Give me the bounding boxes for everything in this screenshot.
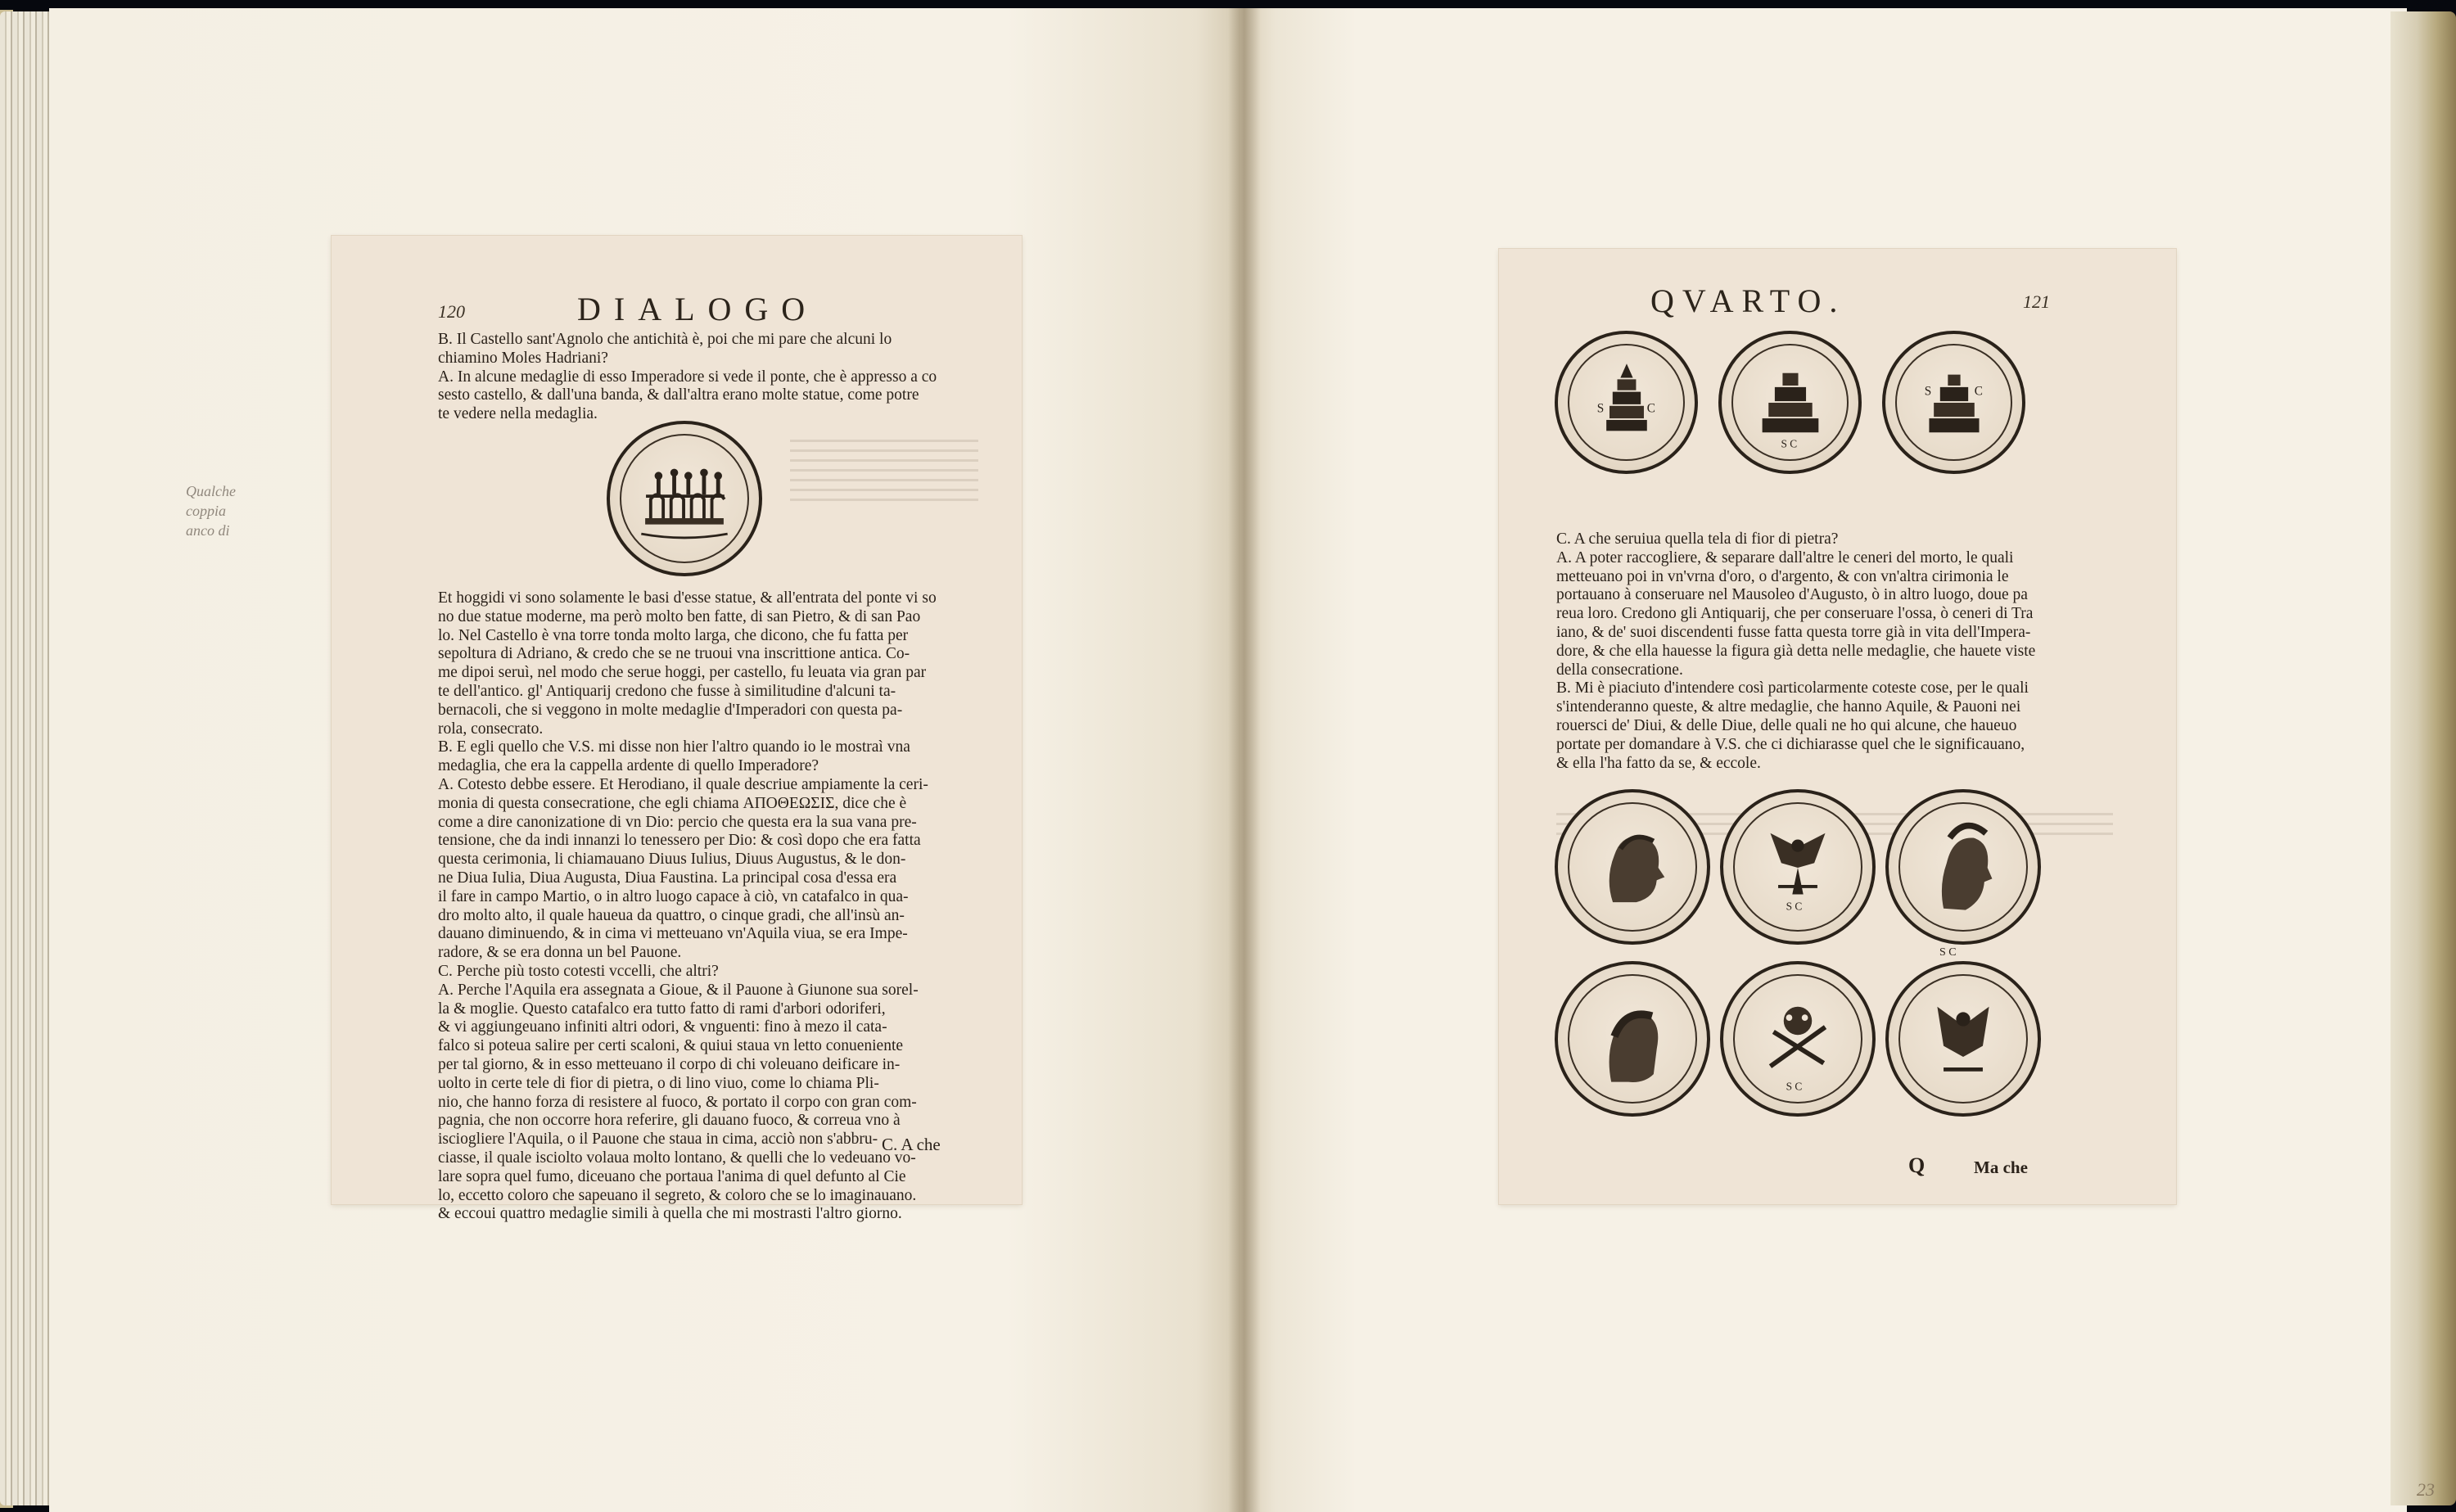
text-line: pagnia, che non occorre hora referire, gli dauano fuoco, & correua vno à — [438, 1112, 901, 1130]
diva-marciana-portrait-medal — [1885, 789, 2041, 945]
signature-mark: Q — [1908, 1153, 1926, 1177]
pyre-image — [1722, 334, 1858, 471]
left-text-top — [438, 331, 937, 424]
text-line: nio, che hanno forza di resistere al fuoco, & portato il corpo con gran com- — [438, 1093, 917, 1111]
sc-mark: S C — [1786, 900, 1803, 913]
text-line: A. Perche l'Aquila era assegnata a Gioue, & il Pauone à Giunone sua sorel- — [438, 981, 919, 999]
eagle-image — [1723, 792, 1872, 941]
annotation-line: Qualche — [186, 483, 236, 499]
text-line: isciogliere l'Aquila, o il Pauone che staua in cima, acciò non s'abbru- — [438, 1131, 878, 1149]
show-through-text — [790, 432, 978, 508]
text-line: & vi aggiungeuano infiniti altri odori, & vnguenti: fino à mezo il cata- — [438, 1018, 887, 1036]
text-line: dro molto alto, il quale haueua da quattro, o cinque gradi, che all'insù an- — [438, 906, 905, 924]
right-running-head: QVARTO. — [1650, 282, 1846, 319]
small-sc-label: S C — [1939, 946, 1957, 959]
sc-mark: C — [1974, 384, 1983, 399]
text-line: me dipoi seruì, nel modo che serue hoggi, per castello, fu leuata via gran par — [438, 664, 927, 682]
text-line: ciasse, il quale isciolto volaua molto lontano, & quelli che lo vedeuano vo- — [438, 1149, 916, 1167]
text-line: lo, eccetto coloro che sapeuano il segreto, & coloro che se lo imaginauano. — [438, 1186, 917, 1204]
text-line: reua loro. Credono gli Antiquarij, che per conseruare l'ossa, ò ceneri di Tra — [1556, 605, 2034, 623]
consecratio-peacock-medal — [1720, 961, 1876, 1117]
text-line: A. A poter raccogliere, & separare dall'altre le ceneri del morto, le quali — [1556, 548, 2014, 566]
text-line: lo. Nel Castello è vna torre tonda molto larga, che dicono, che fu fatta per — [438, 626, 909, 644]
text-line: sesto castello, & dall'una banda, & dall'altra erano molte statue, come potre — [438, 386, 919, 404]
text-line: s'intenderanno queste, & altre medaglie, che hanno Aquile, & Pauoni nei — [1556, 698, 2021, 716]
annotation-line: coppia — [186, 503, 226, 519]
text-line: rouersci de' Diui, & delle Diue, delle quali ne ho qui alcune, che haueuo — [1556, 716, 2017, 734]
divus-antoninus-medal — [1882, 331, 2025, 474]
text-line: dauano diminuendo, & in cima vi metteuano vn'Aquila viua, se era Impe- — [438, 925, 908, 943]
text-line: A. In alcune medaglie di esso Imperadore si vede il ponte, che è appresso a co — [438, 368, 937, 386]
text-line: te vedere nella medaglia. — [438, 405, 598, 423]
portrait-image — [1558, 792, 1707, 941]
annotation-line: anco di — [186, 522, 230, 539]
text-line: A. Cotesto debbe essere. Et Herodiano, il quale descriue ampiamente la ceri- — [438, 775, 928, 793]
text-line: ne Diua Iulia, Diua Augusta, Diua Faustina. La principal cosa d'essa era — [438, 869, 897, 887]
margin-annotation — [186, 481, 236, 540]
right-text — [1556, 530, 2035, 773]
consecratio-pyre-medal — [1555, 331, 1698, 474]
text-line: C. Perche più tosto cotesti vccelli, che altri? — [438, 962, 719, 980]
text-line: la & moglie. Questo catafalco era tutto fatto di rami d'arbori odoriferi, — [438, 1000, 886, 1018]
text-line: lare sopra quel fumo, diceuano che portaua l'anima di quel defunto al Cie — [438, 1167, 906, 1185]
text-line: no due statue moderne, ma però molto ben fatte, di san Pietro, & di san Pao — [438, 607, 921, 625]
text-line: chiamino Moles Hadriani? — [438, 349, 608, 367]
text-line: sepoltura di Adriano, & credo che se ne truoui vna inscrittione antica. Co- — [438, 645, 910, 663]
divus-antoninus-portrait-medal — [1555, 789, 1710, 945]
eagle-image — [1889, 964, 2038, 1113]
text-line: tensione, che da indi innanzi lo tenessero per Dio: & così dopo che era fatta — [438, 832, 921, 850]
right-page-edges — [2391, 11, 2456, 1505]
sc-mark: C — [1646, 401, 1655, 416]
consecratio-eagle-medal — [1720, 789, 1876, 945]
sc-mark: S C — [1781, 437, 1798, 450]
archive-page-number: 23 — [2417, 1479, 2435, 1500]
text-line: radore, & se era donna un bel Pauone. — [438, 944, 682, 962]
left-folio: 120 — [438, 301, 465, 322]
text-line: dore, & che ella hauesse la figura già detta nelle medaglie, che hauete viste — [1556, 642, 2036, 660]
sc-mark: S C — [1786, 1080, 1803, 1093]
text-line: B. Mi è piaciuto d'intendere così particolarmente coteste cose, per le quali — [1556, 679, 2029, 697]
divo-augusto-medal — [1718, 331, 1862, 474]
text-line: per tal giorno, & in esso metteuano il corpo di chi voleuano deificare in- — [438, 1055, 901, 1073]
pyre-image — [1885, 334, 2022, 471]
text-line: uolto in certe tele di fior di pietra, o di lino viuo, come lo chiama Pli- — [438, 1074, 879, 1092]
sc-mark: S — [1924, 384, 1932, 399]
gutter — [1228, 8, 1261, 1512]
left-text-main — [438, 589, 937, 1224]
text-line: medaglia, che era la cappella ardente di quello Imperadore? — [438, 757, 819, 775]
portrait-image — [1889, 792, 2038, 941]
right-plate — [1499, 249, 2176, 1204]
text-line: B. E egli quello che V.S. mi disse non hier l'altro quando io le mostraì vna — [438, 738, 910, 756]
text-line: rola, consecrato. — [438, 720, 544, 738]
text-line: il fare in campo Martio, o in altro luogo capace à ciò, vn catafalco in qua- — [438, 887, 909, 905]
peacock-image — [1723, 964, 1872, 1113]
text-line: & ella l'ha fatto da se, & eccole. — [1556, 754, 1761, 772]
text-line: della consecratione. — [1556, 661, 1683, 679]
bridge-medal — [607, 421, 762, 576]
consecratio-eagle-medal-2 — [1885, 961, 2041, 1117]
left-catchword: C. A che — [882, 1135, 941, 1154]
text-line: come a dire canonizatione di vn Dio: percio che questa era la sua vana pre- — [438, 813, 917, 831]
text-line: B. Il Castello sant'Agnolo che antichità è, poi che mi pare che alcuni lo — [438, 331, 892, 348]
text-line: & eccoui quattro medaglie simili à quella che mi mostrasti l'altro giorno. — [438, 1205, 902, 1223]
sc-mark: S — [1596, 401, 1605, 416]
left-running-head: DIALOGO — [577, 291, 819, 327]
text-line: questa cerimonia, li chiamauano Diuus Iulius, Diuus Augustus, & le don- — [438, 851, 906, 869]
pyre-image — [1558, 334, 1695, 471]
text-line: portate per domandare à V.S. che ci dichiarasse quel che le significauano, — [1556, 735, 2025, 753]
diva-faustina-portrait-medal — [1555, 961, 1710, 1117]
left-plate — [186, 236, 1022, 1223]
text-line: bernacoli, che si veggono in molte medaglie d'Imperadori con questa pa- — [438, 701, 903, 719]
text-line: iano, & de' suoi discendenti fusse fatta questa torre già in vita dell'Impera- — [1556, 623, 2031, 641]
text-line: te dell'antico. gl' Antiquarij credono che fusse à similitudine d'alcuni ta- — [438, 682, 896, 700]
bridge-medal-image — [610, 424, 759, 573]
right-folio: 121 — [2023, 291, 2050, 312]
right-catchword: Ma che — [1974, 1158, 2028, 1177]
text-line: C. A che seruiua quella tela di fior di pietra? — [1556, 530, 1839, 548]
text-line: metteuano poi in vn'vrna d'oro, o d'argento, & con vn'altra cirimonia le — [1556, 567, 2009, 585]
text-line: falco si poteua salire per certi scaloni, & quiui staua vn letto conueniente — [438, 1037, 904, 1055]
text-line: monia di questa consecratione, che egli chiama ΑΠΟΘΕΩΣΙΣ, dice che è — [438, 794, 907, 812]
portrait-image — [1558, 964, 1707, 1113]
text-line: Et hoggidi vi sono solamente le basi d'esse statue, & all'entrata del ponte vi so — [438, 589, 937, 607]
text-line: portauano à conseruare nel Mausoleo d'Augusto, ò in altro luogo, doue pa — [1556, 586, 2028, 604]
